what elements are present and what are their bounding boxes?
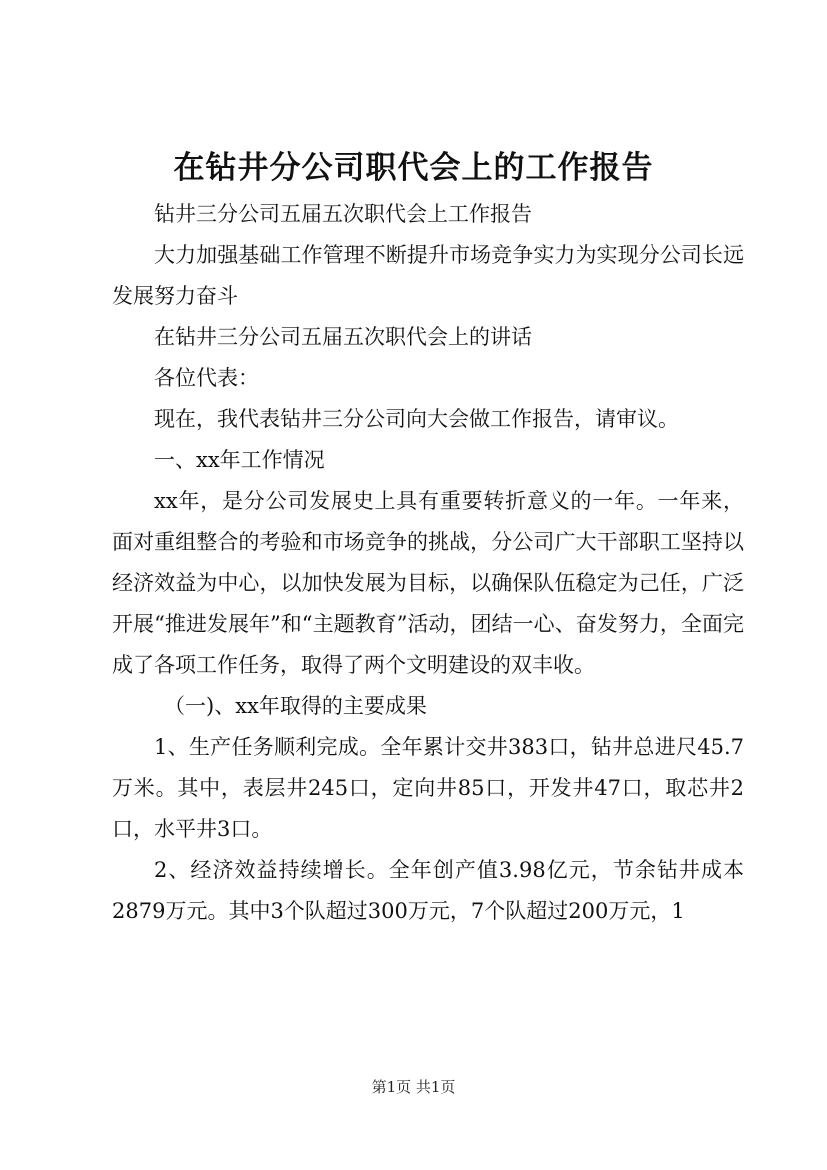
paragraph-economics: 2、经济效益持续增长。全年创产值3.98亿元，节余钻井成本2879万元。其中3个队超过300万元，7个队超过200万元，1 [112, 858, 744, 923]
document-title: 在钻井分公司职代会上的工作报告 [173, 150, 654, 186]
paragraph-production: 1、生产任务顺利完成。全年累计交井383口，钻井总进尺45.7万米。其中，表层井245口，定向井85口，开发井47口，取芯井2口，水平井3口。 [112, 735, 744, 841]
paragraph-salutation: 各位代表： [154, 366, 259, 390]
document-body [112, 194, 744, 932]
paragraph-overview: xx年，是分公司发展史上具有重要转折意义的一年。一年来，面对重组整合的考验和市场竞争的挑战，分公司广大干部职工坚持以经济效益为中心，以加快发展为目标，以确保队伍稳定为己任，广泛开展“推进发展年”和“主题教育”活动，团结一心、奋发努力，全面完成了各项工作任务，取得了两个文明建设的双丰收。 [112, 489, 744, 677]
page-footer: 第1页 共1页 [371, 1078, 456, 1096]
subsection-heading-1: （一)、xx年取得的主要成果 [164, 694, 427, 718]
paragraph-speech-title: 在钻井三分公司五届五次职代会上的讲话 [154, 325, 532, 349]
paragraph-opening: 现在，我代表钻井三分公司向大会做工作报告，请审议。 [154, 407, 679, 431]
paragraph-subtitle: 钻井三分公司五届五次职代会上工作报告 [154, 202, 532, 226]
paragraph-theme: 大力加强基础工作管理不断提升市场竞争实力为实现分公司长远发展努力奋斗 [112, 243, 744, 308]
section-heading-1: 一、xx年工作情况 [154, 448, 325, 472]
